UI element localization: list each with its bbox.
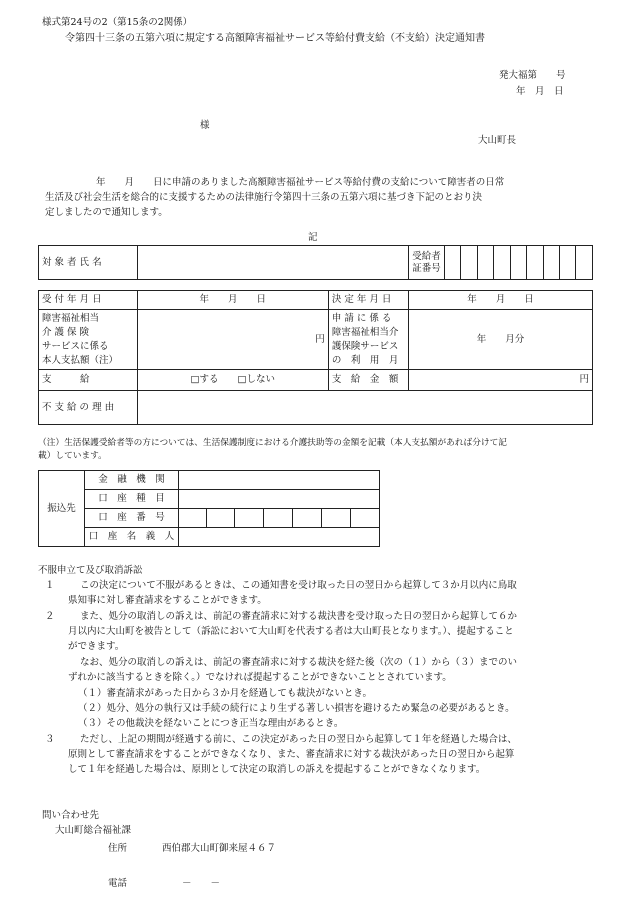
issue-date: 年 月 日 [516,86,564,97]
decision-table [38,245,593,425]
address-value: 西伯郡大山町御来屋４６７ [162,843,277,854]
account-number-label: 口 座 番 号 [85,509,179,528]
account-type-label: 口 座 種 目 [85,490,179,509]
item-2-line-5: ずれかに該当するときを除く。）でなければ提起することができないこととされています。 [68,672,452,683]
phone-label: 電話 [108,878,128,889]
item-2-line-4: なお、処分の取消しの訴えは、前記の審査請求に対する裁決を経た後（次の（１）から（３）までのい [80,657,518,668]
bank-label: 振込先 [39,471,85,547]
recipient-suffix: 様 [200,120,210,131]
subject-name-field[interactable] [137,246,408,280]
payment-options[interactable]: □する □しない [137,370,328,391]
reason-field[interactable] [137,391,592,425]
form-number: 様式第24号の2（第15条の2関係） [42,17,193,28]
intro-line-2: 生活及び社会生活を総合的に支援するための法律施行令第四十三条の五第六項に基づき下記のとおり決 [45,192,483,203]
item-3-line-1: ただし、上記の期間が経過する前に、この決定があった日の翌日から起算して１年を経過した場合は、 [80,734,517,745]
item-2-line-3: ができます。 [68,641,125,652]
item-2-line-2: 月以内に大山町を被告として（訴訟において大山町を代表する者は大山町長となります。）、提起すること [68,626,514,637]
applied-month-label: 申 請 に 係 る 障害福祉相当介 護保険サービス の 利 用 月 [328,310,408,370]
phone-value: － － [182,878,221,889]
item-2-number: ２ [45,611,55,622]
note: （注）生活保護受給者等の方については、生活保護制度における介護扶助等の金額を記載（本人支払額があれば分けて記 載）しています。 [38,438,507,461]
contact-heading: 問い合わせ先 [42,810,100,821]
sub-item-2: （２）処分、処分の執行又は手続の続行により生ずる著しい損害を避けるため緊急の必要があるとき。 [78,703,515,714]
item-3-number: ３ [45,734,55,745]
intro-line-3: 定しましたので通知します。 [45,207,168,218]
subject-name-label: 対 象 者 氏 名 [39,246,138,280]
sub-item-1: （１）審査請求があった日から３か月を経過しても裁決がないとき。 [78,688,373,699]
ki-label: 記 [308,232,318,243]
appeal-heading: 不服申立て及び取消訴訟 [38,565,143,576]
applied-month-value: 年 月分 [408,310,592,370]
receipt-date-label: 受 付 年 月 日 [39,291,138,310]
decision-date-value: 年 月 日 [408,291,592,310]
account-name-label: 口 座 名 義 人 [85,528,179,547]
payment-amount-label: 支 給 金 額 [328,370,408,391]
contact-department: 大山町総合福祉課 [55,825,132,836]
self-pay-label: 障害福祉相当 介 護 保 険 サービスに係る 本人支払額（注） [39,310,138,370]
item-1-line-2: 県知事に対し審査請求をすることができます。 [68,595,267,606]
bank-institution-label: 金 融 機 関 [85,471,179,490]
item-1-line-1: この決定について不服があるときは、この通知書を受け取った日の翌日から起算して３か月以内に鳥取 [80,580,517,591]
item-3-line-3: して１年を経過した場合は、原則として決定の取消しの訴えを提起することができなくなります。 [68,764,486,775]
receipt-date-value: 年 月 日 [137,291,328,310]
self-pay-amount: 円 [137,310,328,370]
issuer: 大山町長 [478,135,517,146]
decision-date-label: 決 定 年 月 日 [328,291,408,310]
account-type-field[interactable] [179,490,380,509]
item-2-line-1: また、処分の取消しの訴えは、前記の審査請求に対する裁決書を受け取った日の翌日から起算して６か [80,611,518,622]
address-label: 住所 [108,843,128,854]
bank-institution-field[interactable] [179,471,380,490]
bank-table [38,470,380,547]
item-3-line-2: 原則として審査請求をすることができなくなり、また、審査請求に対する裁決があった日の翌日から起算 [68,749,515,760]
sub-item-3: （３）その他裁決を経ないことにつき正当な理由があるとき。 [78,718,344,729]
item-1-number: １ [45,580,55,591]
intro-line-1: 年 月 日に申請のありました高額障害福祉サービス等給付費の支給について障害者の日常 [96,177,505,188]
account-name-field[interactable] [179,528,380,547]
document-title: 令第四十三条の五第六項に規定する高額障害福祉サービス等給付費支給（不支給）決定通知書 [65,33,485,44]
document-number: 発大福第 号 [499,70,566,81]
payment-label: 支 給 [39,370,138,391]
recipient-number-label: 受給者 証番号 [408,246,444,280]
reason-label: 不 支 給 の 理 由 [39,391,138,425]
payment-amount-value: 円 [408,370,592,391]
